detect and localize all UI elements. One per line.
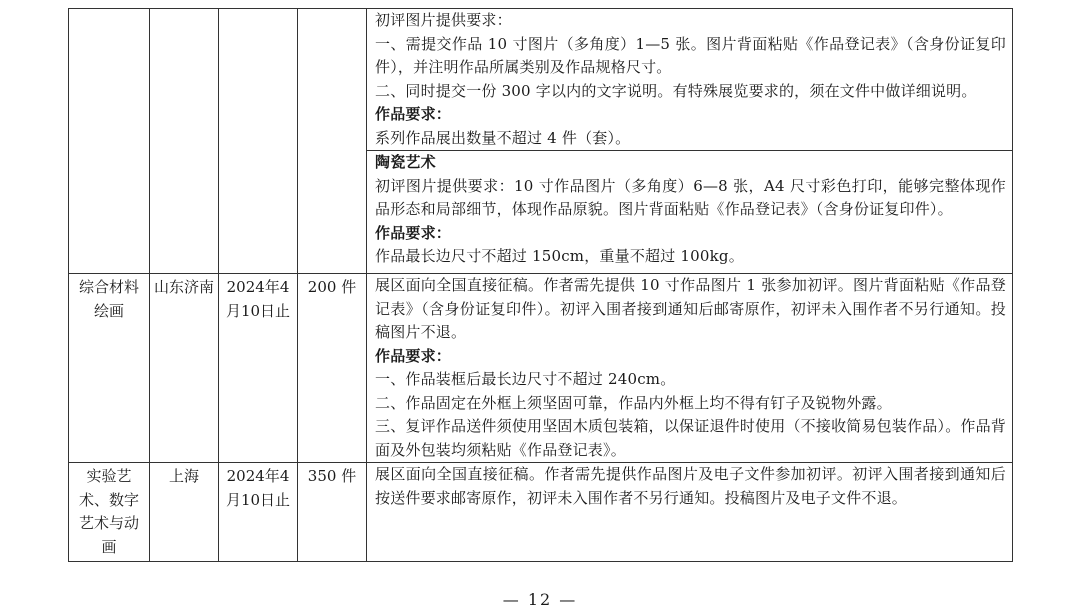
category-cell: 实验艺术、数字艺术与动画 — [69, 463, 150, 562]
paragraph: 初评图片提供要求：10 寸作品图片（多角度）6—8 张，A4 尺寸彩色打印，能够完整体现作品形态和局部细节，体现作品原貌。图片背面粘贴《作品登记表》（含身份证复印件）。 — [375, 176, 1006, 218]
category-cell: 综合材料绘画 — [69, 274, 150, 463]
paragraph: 作品最长边尺寸不超过 150cm，重量不超过 100kg。 — [375, 247, 744, 265]
paragraph: 展区面向全国直接征稿。作者需先提供作品图片及电子文件参加初评。初评入围者接到通知后按送件要求邮寄原作，初评未入围作者不另行通知。投稿图片及电子文件不退。 — [375, 465, 1006, 507]
paragraph: 二、作品固定在外框上须坚固可靠，作品内外框上均不得有钉子及锐物外露。 — [375, 393, 892, 412]
requirements-heading: 作品要求： — [375, 105, 452, 123]
paragraph: 一、需提交作品 10 寸图片（多角度）1—5 张。图片背面粘贴《作品登记表》（含身份证复印件），并注明作品所属类别及作品规格尺寸。 — [375, 34, 1006, 76]
paragraph: 一、作品装框后最长边尺寸不超过 240cm。 — [375, 370, 676, 388]
table-row — [69, 9, 1013, 274]
location-cell: 上海 — [150, 463, 219, 562]
description-cell — [367, 274, 1013, 463]
location-cell: 山东济南 — [150, 274, 219, 463]
requirements-heading: 作品要求： — [375, 223, 452, 242]
page-number: — 12 — — [502, 590, 578, 609]
location-cell — [150, 9, 219, 274]
count-cell: 200 件 — [298, 274, 367, 463]
exhibition-table — [68, 8, 1013, 562]
section-title: 陶瓷艺术 — [375, 153, 436, 171]
count-cell: 350 件 — [298, 463, 367, 562]
description-cell — [367, 463, 1013, 562]
table-row — [69, 463, 1013, 562]
deadline-cell: 2024年4月10日止 — [219, 274, 298, 463]
deadline-cell — [219, 9, 298, 274]
section-divider — [367, 150, 1012, 269]
paragraph: 展区面向全国直接征稿。作者需先提供 10 寸作品图片 1 张参加初评。图片背面粘贴《作品登记表》（含身份证复印件）。初评入围者接到通知后邮寄原作，初评未入围作者不另行通知。投稿图片不退。 — [375, 276, 1006, 341]
table-row — [69, 274, 1013, 463]
category-cell — [69, 9, 150, 274]
requirements-heading: 作品要求： — [375, 346, 452, 365]
deadline-cell: 2024年4月10日止 — [219, 463, 298, 562]
count-cell — [298, 9, 367, 274]
description-cell — [367, 9, 1013, 274]
paragraph: 初评图片提供要求： — [375, 11, 512, 29]
paragraph: 二、同时提交一份 300 字以内的文字说明。有特殊展览要求的，须在文件中做详细说明。 — [375, 81, 977, 100]
paragraph: 系列作品展出数量不超过 4 件（套）。 — [375, 128, 631, 147]
paragraph: 三、复评作品送件须使用坚固木质包装箱，以保证退件时使用（不接收简易包装作品）。作品背面及外包装均须粘贴《作品登记表》。 — [375, 417, 1006, 459]
